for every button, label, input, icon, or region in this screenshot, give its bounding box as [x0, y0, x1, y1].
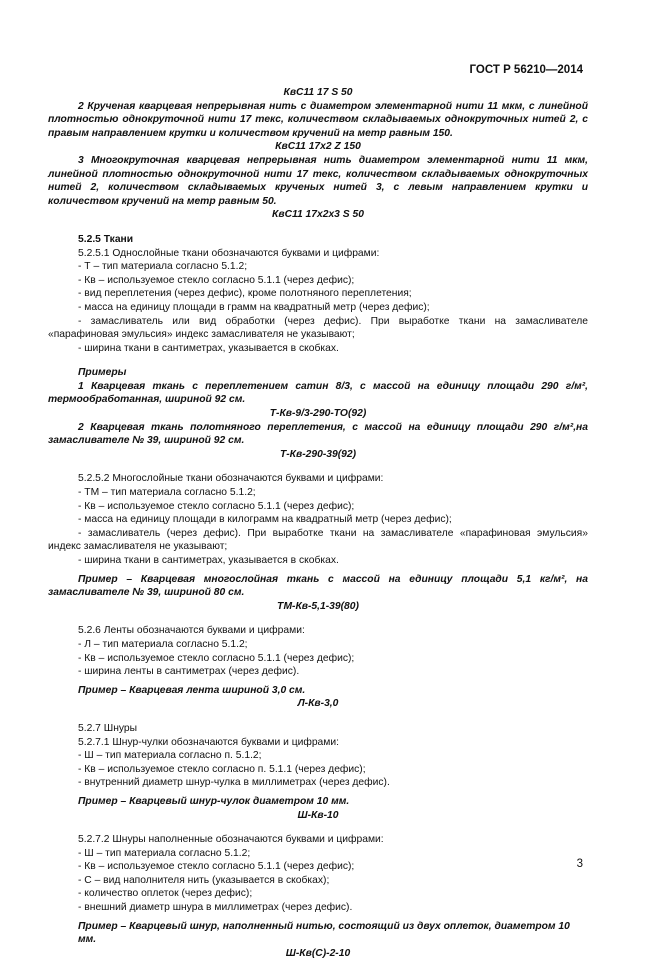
example-paragraph: 2 Крученая кварцевая непрерывная нить с диаметром элементарной нити 11 мкм, с линейной плотностью однокруточной нити 17 текс, количеством складываемых однокруточных нитей 2, с правым направлением крутки и количеством кручений на метр равным 150.: [48, 100, 588, 139]
list-item: - Ш – тип материала согласно 5.1.2;: [78, 847, 251, 859]
designation-code: КвС11 17 S 50: [283, 87, 353, 98]
list-item: - Кв – используемое стекло согласно 5.1.1 (через дефис);: [78, 500, 355, 512]
list-item: - С – вид наполнителя нить (указывается в скобках);: [78, 874, 330, 886]
designation-code: Ш-Кв-10: [297, 809, 339, 821]
list-item: - ширина ткани в сантиметрах, указывается в скобках.: [78, 555, 339, 566]
document-body: [48, 86, 588, 960]
example-paragraph: Пример – Кварцевый шнур, наполненный нитью, состоящий из двух оплеток, диаметром 10 мм.: [78, 920, 570, 946]
list-item: - вид переплетения (через дефис), кроме полотняного переплетения;: [78, 288, 412, 300]
list-item: - замасливатель (через дефис). При выработке ткани на замасливателе «парафиновая эмульсия» индекс замасливателя не указывают;: [48, 527, 588, 553]
examples-heading: Примеры: [78, 367, 127, 379]
subsection-heading: 5.2.5.1 Однослойные ткани обозначаются буквами и цифрами:: [78, 247, 380, 259]
designation-code: Л-Кв-3,0: [297, 698, 339, 710]
example-paragraph: 3 Многокруточная кварцевая непрерывная нить диаметром элементарной нити 11 мкм, линейной плотностью однокруточной нити 17 текс, количеством складываемых однокруточных нитей 2, количеством складываемых крученых нитей 3, с левым направлением крутки и количеством кручений на метр равным 50.: [48, 154, 588, 207]
list-item: - Кв – используемое стекло согласно 5.1.1 (через дефис);: [78, 274, 355, 286]
list-item: - Л – тип материала согласно 5.1.2;: [78, 638, 248, 650]
list-item: - Т – тип материала согласно 5.1.2;: [78, 261, 248, 273]
list-item: - ширина ткани в сантиметрах, указывается в скобках.: [78, 342, 339, 354]
list-item: - Ш – тип материала согласно п. 5.1.2;: [78, 750, 262, 762]
page-number: 3: [576, 858, 583, 870]
subsection-heading: 5.2.7.1 Шнур-чулки обозначаются буквами и цифрами:: [78, 736, 339, 748]
list-item: - внешний диаметр шнура в миллиметрах (через дефис).: [78, 902, 353, 914]
example-paragraph: Пример – Кварцевый шнур-чулок диаметром 10 мм.: [78, 795, 350, 807]
section-heading: 5.2.7 Шнуры: [78, 722, 138, 734]
subsection-heading: 5.2.6 Ленты обозначаются буквами и цифрами:: [78, 625, 305, 637]
list-item: - ТМ – тип материала согласно 5.1.2;: [78, 487, 256, 499]
list-item: - замасливатель или вид обработки (через дефис). При выработке ткани на замасливателе «парафиновая эмульсия» индекс замасливателя не указывают;: [48, 315, 588, 341]
list-item: - Кв – используемое стекло согласно п. 5.1.1 (через дефис);: [78, 763, 366, 775]
example-paragraph: 1 Кварцевая ткань с переплетением сатин 8/3, с массой на единицу площади 290 г/м², термообработанная, шириной 92 см.: [48, 380, 588, 406]
list-item: - масса на единицу площади в грамм на квадратный метр (через дефис);: [78, 301, 430, 313]
list-item: - внутренний диаметр шнур-чулка в миллиметрах (через дефис).: [78, 777, 390, 789]
document-header: ГОСТ Р 56210—2014: [469, 64, 583, 76]
designation-code: Ш-Кв(С)-2-10: [285, 947, 351, 959]
subsection-heading: 5.2.5.2 Многослойные ткани обозначаются буквами и цифрами:: [78, 473, 384, 485]
designation-code: Т-Кв-9/3-290-ТО(92): [269, 408, 367, 420]
designation-code: ТМ-Кв-5,1-39(80): [277, 600, 359, 612]
designation-code: КвС11 17х2х3 S 50: [272, 209, 364, 221]
section-heading: 5.2.5 Ткани: [78, 233, 134, 245]
list-item: - Кв – используемое стекло согласно 5.1.1 (через дефис);: [78, 652, 355, 664]
list-item: - Кв – используемое стекло согласно 5.1.1 (через дефис);: [78, 861, 355, 873]
list-item: - количество оплеток (через дефис);: [78, 888, 253, 900]
example-paragraph: Пример – Кварцевая лента шириной 3,0 см.: [78, 684, 306, 696]
example-paragraph: 2 Кварцевая ткань полотняного переплетения, с массой на единицу площади 290 г/м²,на замасливателе № 39, шириной 92 см.: [48, 421, 588, 447]
list-item: - ширина ленты в сантиметрах (через дефис).: [78, 666, 300, 678]
designation-code: Т-Кв-290-39(92): [279, 448, 357, 460]
designation-code: КвС11 17х2 Z 150: [275, 141, 361, 153]
subsection-heading: 5.2.7.2 Шнуры наполненные обозначаются буквами и цифрами:: [78, 834, 384, 846]
example-paragraph: Пример – Кварцевая многослойная ткань с массой на единицу площади 5,1 кг/м², на замасливателе № 39, шириной 80 см.: [48, 573, 588, 599]
list-item: - масса на единицу площади в килограмм на квадратный метр (через дефис);: [78, 514, 452, 526]
